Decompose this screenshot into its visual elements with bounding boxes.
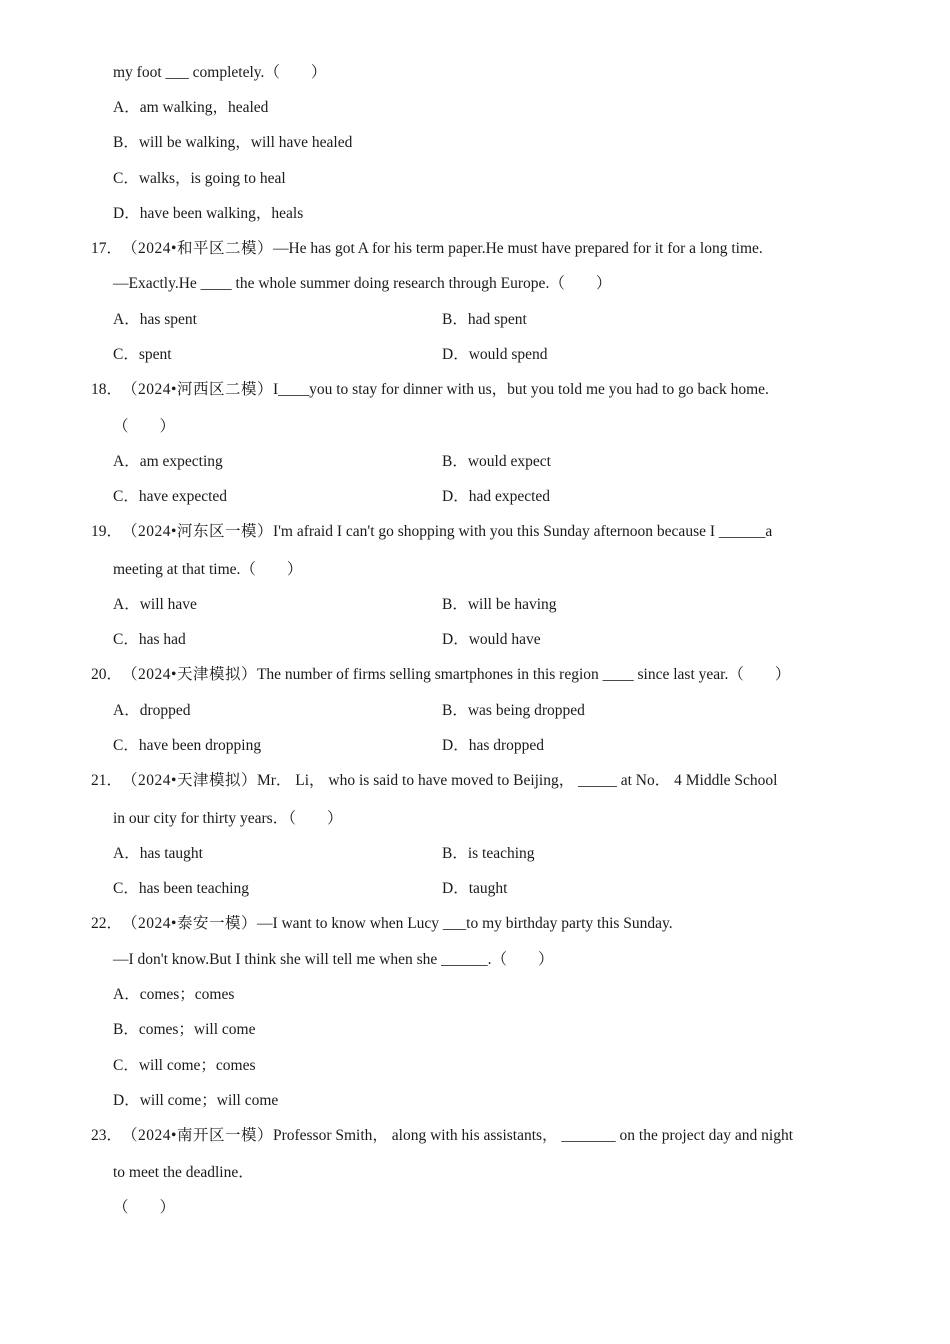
q18-stem [91,380,769,400]
question-text: I'm afraid I can't go shopping with you this Sunday afternoon because I ______a [272,523,773,540]
q21-option-a: A．has taught [113,845,203,862]
q17-option-d: D．would spend [442,346,548,363]
question-number: 21． [91,772,123,789]
q20-stem [91,665,790,685]
q21-option-d: D．taught [442,880,508,897]
q22-stem-continuation: —I don't know.But I think she will tell me when she ______.（ ） [113,951,554,968]
question-number: 23． [91,1127,123,1144]
question-number: 22． [91,915,123,932]
q19-stem-continuation: meeting at that time.（ ） [113,561,303,578]
question-number: 20． [91,666,123,683]
question-number: 18． [91,381,123,398]
question-source: （2024•泰安一模） [122,915,257,932]
q20-option-a: A．dropped [113,702,191,719]
q22-option-c: C．will come；comes [113,1057,256,1074]
q20-option-d: D．has dropped [442,737,545,754]
question-text: —He has got A for his term paper.He must have prepared for it for a long time. [272,240,763,257]
q19-stem [91,522,772,542]
question-text: Mr． Li， who is said to have moved to Beijing， _____ at No． 4 Middle School [256,772,778,789]
q18-option-b: B．would expect [442,453,551,470]
question-text: The number of firms selling smartphones in this region ____ since last year.（ ） [256,666,791,683]
question-source: （2024•天津模拟） [122,666,257,683]
q23-stem [91,1126,793,1146]
q22-option-d: D．will come；will come [113,1092,279,1109]
q17-option-a: A．has spent [113,311,197,328]
question-source: （2024•河西区二模） [122,381,273,398]
q17-option-b: B．had spent [442,311,527,328]
q16-stem-continuation: my foot ___ completely.（ ） [113,64,327,81]
q17-stem [91,239,763,259]
q16-option-b: B．will be walking，will have healed [113,134,353,151]
q18-answer-bracket: （ ） [113,418,176,435]
question-source: （2024•和平区二模） [122,240,273,257]
q19-option-d: D．would have [442,631,541,648]
question-number: 19． [91,523,123,540]
q16-option-a: A．am walking，healed [113,99,269,116]
q21-option-b: B．is teaching [442,845,535,862]
question-source: （2024•天津模拟） [122,772,257,789]
q16-option-d: D．have been walking，heals [113,205,304,222]
q20-option-c: C．have been dropping [113,737,262,754]
q21-stem-continuation: in our city for thirty years．（ ） [113,810,343,827]
question-text: —I want to know when Lucy ___to my birthday party this Sunday. [256,915,673,932]
q21-option-c: C．has been teaching [113,880,250,897]
q22-stem [91,914,673,934]
q18-option-d: D．had expected [442,488,551,505]
q21-stem [91,771,777,791]
question-source: （2024•河东区一模） [122,523,273,540]
question-number: 17． [91,240,123,257]
q22-option-a: A．comes；comes [113,986,235,1003]
q17-option-c: C．spent [113,346,172,363]
q17-stem-continuation: —Exactly.He ____ the whole summer doing research through Europe.（ ） [113,275,612,292]
question-source: （2024•南开区一模） [122,1127,273,1144]
q23-stem-continuation: to meet the deadline． [113,1164,254,1181]
q19-option-c: C．has had [113,631,186,648]
q18-option-a: A．am expecting [113,453,223,470]
q22-option-b: B．comes；will come [113,1021,256,1038]
q19-option-a: A．will have [113,596,197,613]
q19-option-b: B．will be having [442,596,557,613]
q20-option-b: B．was being dropped [442,702,585,719]
q16-option-c: C．walks，is going to heal [113,170,286,187]
question-text: Professor Smith， along with his assistants， _______ on the project day and night [272,1127,794,1144]
q18-option-c: C．have expected [113,488,228,505]
q23-answer-bracket: （ ） [113,1199,176,1216]
question-text: I____you to stay for dinner with us，but you told me you had to go back home. [272,381,769,398]
